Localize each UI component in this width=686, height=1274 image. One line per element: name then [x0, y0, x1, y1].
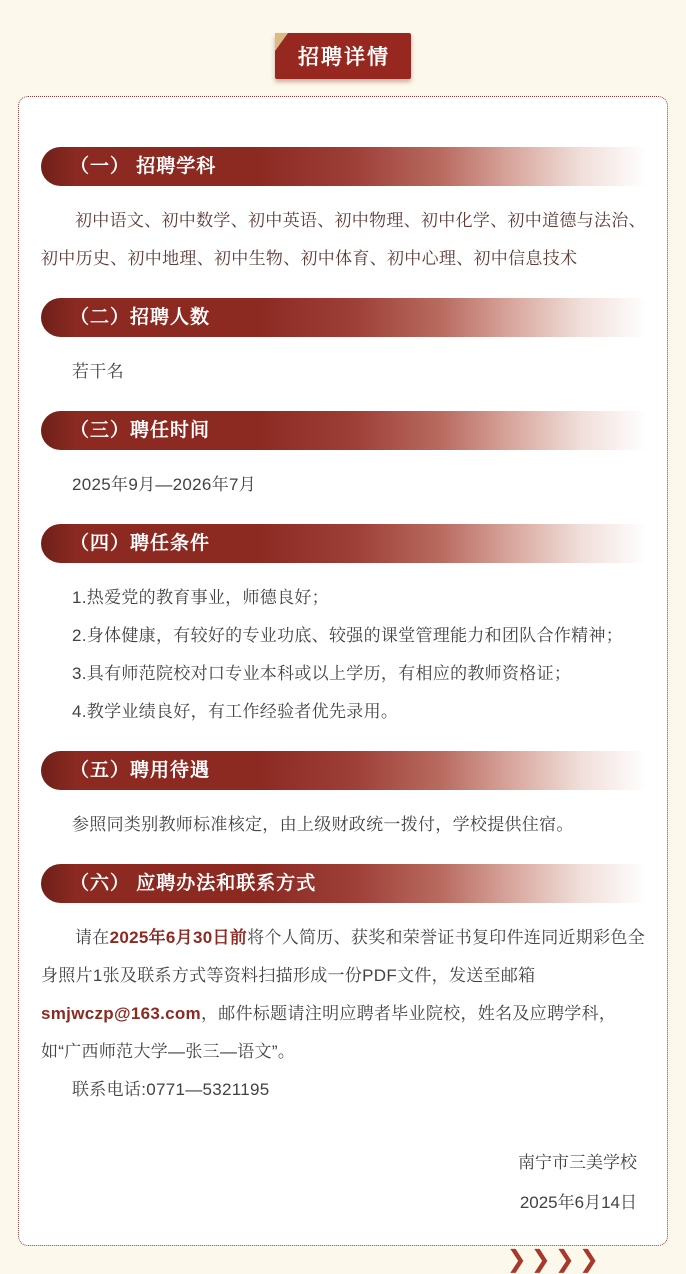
section-heading-apply: （六） 应聘办法和联系方式 — [41, 864, 647, 903]
signature-date: 2025年6月14日 — [519, 1193, 637, 1212]
section-heading-subjects: （一） 招聘学科 — [41, 147, 647, 186]
requirement-item: 3.具有师范院校对口专业本科或以上学历，有相应的教师资格证； — [72, 664, 572, 683]
notice-card — [18, 96, 668, 1273]
chevrons-decor-icon: ❯❯❯❯ — [506, 1246, 603, 1273]
section-heading-benefits: （五）聘用待遇 — [41, 751, 647, 790]
apply-deadline: 2025年6月30日前 — [109, 928, 248, 947]
section-subjects — [19, 147, 667, 278]
apply-email: smjwczp@163.com — [41, 1004, 201, 1023]
section-headcount — [19, 298, 667, 391]
apply-prefix: 请在 — [75, 928, 110, 947]
title-badge — [275, 33, 411, 79]
contact-phone: 联系电话:0771—5321195 — [72, 1080, 270, 1099]
section-apply — [19, 864, 667, 1109]
section-heading-period: （三）聘任时间 — [41, 411, 647, 450]
section-heading-headcount: （二）招聘人数 — [41, 298, 647, 337]
apply-paragraph — [41, 919, 647, 1071]
subjects-text: 初中语文、初中数学、初中英语、初中物理、初中化学、初中道德与法治、初中历史、初中地理、初中生物、初中体育、初中心理、初中信息技术 — [41, 211, 646, 268]
ribbon-fold-icon — [275, 33, 288, 51]
section-heading-requirements: （四）聘任条件 — [41, 524, 647, 563]
page-title: 招聘详情 — [298, 46, 390, 69]
signature-school: 南宁市三美学校 — [518, 1153, 637, 1172]
period-text: 2025年9月—2026年7月 — [72, 475, 257, 494]
requirement-item: 2.身体健康，有较好的专业功底、较强的课堂管理能力和团队合作精神； — [72, 626, 624, 645]
requirement-item: 4.教学业绩良好，有工作经验者优先录用。 — [72, 702, 399, 721]
section-requirements — [19, 524, 667, 731]
benefits-text: 参照同类别教师标准核定，由上级财政统一拨付，学校提供住宿。 — [72, 815, 574, 834]
apply-middle: 将个人简历、获奖和荣誉证书复印件连同近期彩色全身照片1张及联系方式等资料扫描形成一份PDF文件，发送至邮箱 — [41, 928, 645, 985]
requirement-item: 1.热爱党的教育事业，师德良好； — [72, 588, 329, 607]
section-period — [19, 411, 667, 504]
signature-block — [19, 1143, 637, 1223]
headcount-text: 若干名 — [72, 362, 124, 381]
section-benefits — [19, 751, 667, 844]
apply-suffix: ，邮件标题请注明应聘者毕业院校，姓名及应聘学科，如“广西师范大学—张三—语文”。 — [41, 1004, 617, 1061]
